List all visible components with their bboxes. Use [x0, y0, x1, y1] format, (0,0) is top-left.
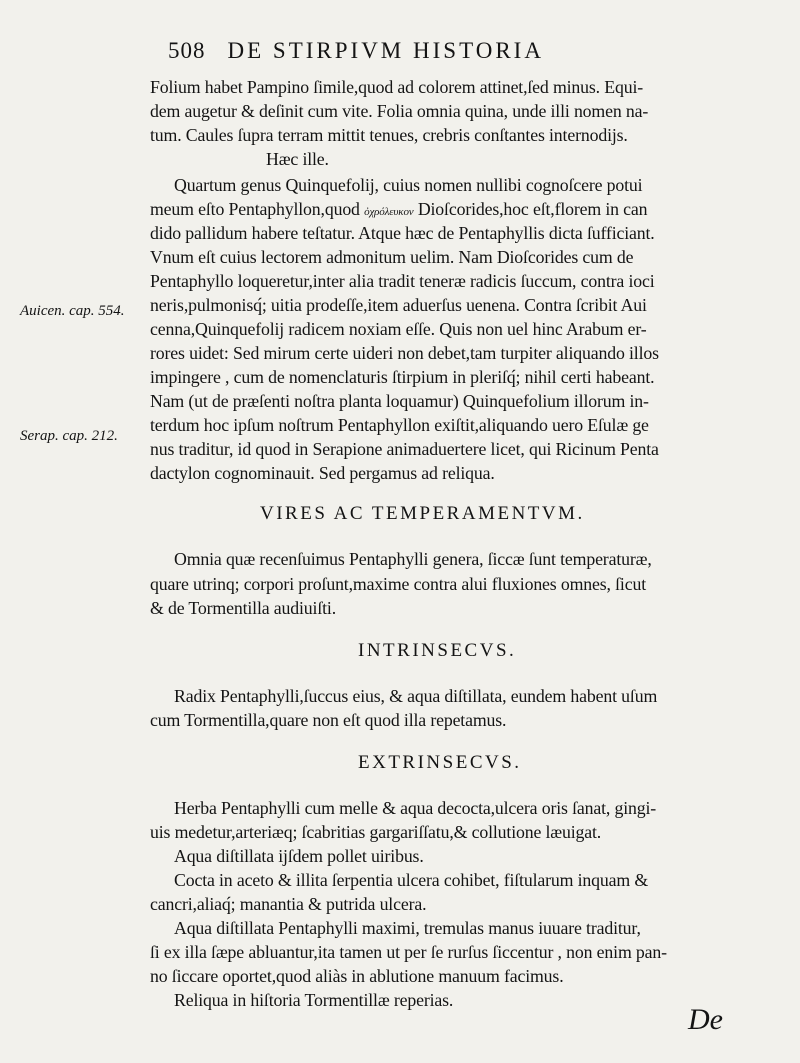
text-line: Reliqua in hiſtoria Tormentillæ reperias. [174, 990, 454, 1010]
text-line-with-greek [150, 197, 647, 224]
text-line: Cocta in aceto & illita ſerpentia ulcera cohibet, fiſtularum inquam & [174, 870, 649, 890]
text-line: nus traditur, id quod in Serapione animaduertere licet, qui Ricinum Penta [150, 439, 659, 459]
text-line: dem augetur & deſinit cum vite. Folia omnia quina, unde illi nomen na- [150, 101, 649, 121]
text-line: Herba Pentaphylli cum melle & aqua decocta,ulcera oris ſanat, gingi- [174, 798, 657, 818]
section-heading: EXTRINSECVS. [358, 752, 522, 773]
text-line: Pentaphyllo loqueretur,inter alia tradit teneræ radicis ſuccum, contra ioci [150, 271, 655, 291]
catchword: De [688, 1003, 723, 1036]
text-line: Aqua diſtillata ijſdem pollet uiribus. [174, 846, 424, 866]
section-heading: INTRINSECVS. [358, 640, 517, 661]
text-line: cancri,aliaq́; manantia & putrida ulcera. [150, 894, 427, 914]
text-line: Aqua diſtillata Pentaphylli maximi, tremulas manus iuuare traditur, [174, 918, 641, 938]
text-line: cenna,Quinquefolij radicem noxiam eſſe. Quis non uel hinc Arabum er- [150, 319, 647, 339]
margin-note: Auicen. cap. 554. [20, 303, 125, 319]
text-line: Omnia quæ recenſuimus Pentaphylli genera, ſiccæ ſunt temperaturæ, [174, 549, 652, 569]
text-line: no ſiccare oportet,quod aliàs in ablutione manuum facimus. [150, 966, 564, 986]
text-fragment: Dioſcorides,hoc eſt,florem in can [417, 199, 648, 219]
running-header [168, 38, 544, 64]
text-line: dido pallidum habere teſtatur. Atque hæc de Pentaphyllis dicta ſufficiant. [150, 223, 655, 243]
text-line: Vnum eſt cuius lectorem admonitum uelim. Nam Dioſcorides cum de [150, 247, 634, 267]
section-heading: VIRES AC TEMPERAMENTVM. [260, 503, 585, 524]
text-line: tum. Caules ſupra terram mittit tenues, crebris conſtantes internodijs. [150, 125, 628, 145]
text-line: Nam (ut de præſenti noſtra planta loquamur) Quinquefolium illorum in- [150, 391, 649, 411]
text-line: ſi ex illa ſæpe abluantur,ita tamen ut per ſe rurſus ſiccentur , non enim pan- [150, 942, 667, 962]
text-line: & de Tormentilla audiuiſti. [150, 598, 336, 618]
text-line: Hæc ille. [266, 149, 329, 169]
text-line: cum Tormentilla,quare non eſt quod illa repetamus. [150, 710, 507, 730]
margin-note: Serap. cap. 212. [20, 428, 118, 444]
text-line: quare utrinq; corpori proſunt,maxime contra alui fluxiones omnes, ſicut [150, 574, 646, 594]
text-fragment: meum eſto Pentaphyllon,quod [150, 199, 360, 219]
text-line: impingere , cum de nomenclaturis ſtirpium in pleriſq́; nihil certi habeant. [150, 367, 655, 387]
text-line: uis medetur,arteriæq; ſcabritias gargariſſatu,& collutione læuigat. [150, 822, 602, 842]
text-line: dactylon cognominauit. Sed pergamus ad reliqua. [150, 463, 495, 483]
text-line: rores uidet: Sed mirum certe uideri non debet,tam turpiter aliquando illos [150, 343, 659, 363]
text-line: Radix Pentaphylli,ſuccus eius, & aqua diſtillata, eundem habent uſum [174, 686, 658, 706]
running-title: DE STIRPIVM HISTORIA [227, 38, 544, 63]
page-number: 508 [168, 38, 206, 63]
text-line: Folium habet Pampino ſimile,quod ad colorem attinet,ſed minus. Equi- [150, 77, 644, 97]
text-line: neris,pulmonisq́; uitia prodeſſe,item aduerſus uenena. Contra ſcribit Aui [150, 295, 647, 315]
text-line: Quartum genus Quinquefolij, cuius nomen nullibi cognoſcere potui [174, 175, 643, 195]
text-line: terdum hoc ipſum noſtrum Pentaphyllon exiſtit,aliquando uero Eſulæ ge [150, 415, 649, 435]
greek-word: ὀχρόλευκον [364, 206, 414, 218]
